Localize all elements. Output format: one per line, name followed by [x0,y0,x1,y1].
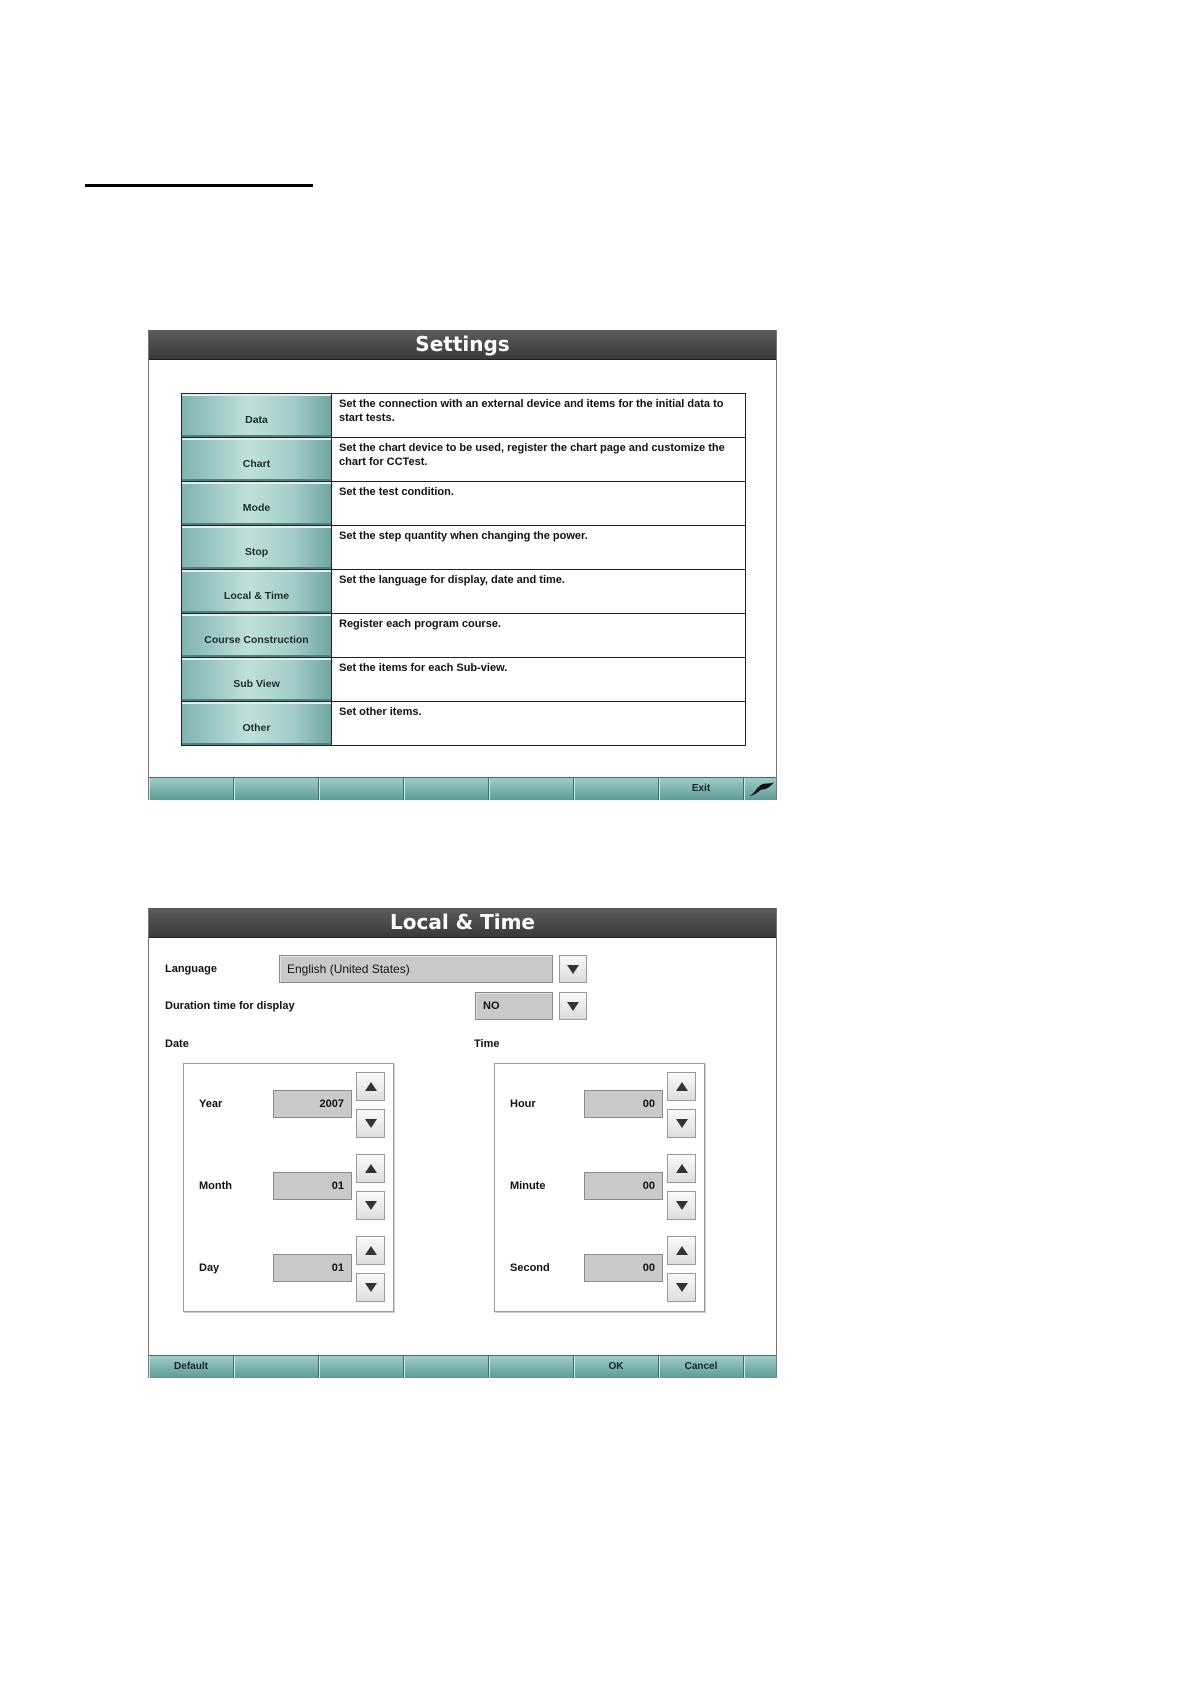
function-key-2[interactable] [234,1356,319,1378]
chart-description: Set the chart device to be used, register the chart page and customize the chart for CCTest. [339,442,725,468]
stop-button[interactable]: Stop [182,526,332,569]
course-construction-description: Register each program course. [339,618,502,630]
year-label: Year [199,1098,223,1110]
other-description: Set other items. [339,706,422,718]
arrow-down-icon [365,1283,377,1292]
data-button[interactable]: Data [182,394,332,437]
function-key-2[interactable] [234,778,319,800]
sub-view-description: Set the items for each Sub-view. [339,662,508,674]
chevron-down-icon [567,965,579,974]
section-underline [85,184,313,187]
day-down-button[interactable] [356,1273,385,1302]
year-down-button[interactable] [356,1109,385,1138]
other-button[interactable]: Other [182,702,332,745]
exit-button[interactable]: Exit [659,778,744,800]
chevron-down-icon [567,1002,579,1011]
course-construction-button[interactable]: Course Construction [182,614,332,657]
arrow-down-icon [365,1201,377,1210]
arrow-down-icon [676,1201,688,1210]
arrow-down-icon [676,1119,688,1128]
function-key-3[interactable] [319,778,404,800]
settings-row-other [182,702,745,745]
settings-bottom-bar [149,777,776,800]
hour-label: Hour [510,1098,536,1110]
function-key-1[interactable] [149,778,234,800]
arrow-up-icon [676,1164,688,1173]
year-field[interactable]: 2007 [273,1090,352,1118]
settings-row-chart [182,438,745,482]
function-key-5[interactable] [489,778,574,800]
hour-up-button[interactable] [667,1072,696,1101]
date-group [183,1063,394,1312]
settings-window [148,330,777,800]
date-label: Date [165,1038,189,1050]
minute-field[interactable]: 00 [584,1172,663,1200]
month-field[interactable]: 01 [273,1172,352,1200]
time-label: Time [474,1038,500,1050]
function-key-8[interactable] [744,1356,780,1378]
settings-table [181,393,746,746]
month-down-button[interactable] [356,1191,385,1220]
arrow-up-icon [365,1082,377,1091]
local-time-description: Set the language for display, date and time. [339,574,565,586]
settings-title: Settings [149,330,776,360]
minute-up-button[interactable] [667,1154,696,1183]
mode-button[interactable]: Mode [182,482,332,525]
arrow-up-icon [676,1082,688,1091]
local-time-button[interactable]: Local & Time [182,570,332,613]
function-key-3[interactable] [319,1356,404,1378]
brand-logo-icon [744,778,780,800]
second-up-button[interactable] [667,1236,696,1265]
cancel-button[interactable]: Cancel [659,1356,744,1378]
month-label: Month [199,1180,232,1192]
local-time-bottom-bar [149,1355,776,1378]
second-field[interactable]: 00 [584,1254,663,1282]
function-key-5[interactable] [489,1356,574,1378]
ok-button[interactable]: OK [574,1356,659,1378]
duration-select[interactable]: NO [475,992,553,1020]
stop-description: Set the step quantity when changing the power. [339,530,588,542]
local-time-window [148,908,777,1378]
settings-row-sub-view [182,658,745,702]
day-label: Day [199,1262,220,1274]
settings-row-mode [182,482,745,526]
day-up-button[interactable] [356,1236,385,1265]
duration-dropdown-button[interactable] [559,992,587,1020]
language-select[interactable]: English (United States) [279,955,553,983]
sub-view-button[interactable]: Sub View [182,658,332,701]
data-description: Set the connection with an external device and items for the initial data to start tests. [339,398,724,424]
arrow-down-icon [365,1119,377,1128]
minute-label: Minute [510,1180,546,1192]
function-key-4[interactable] [404,778,489,800]
arrow-up-icon [676,1246,688,1255]
chart-button[interactable]: Chart [182,438,332,481]
settings-row-local-time [182,570,745,614]
function-key-6[interactable] [574,778,659,800]
year-up-button[interactable] [356,1072,385,1101]
arrow-down-icon [676,1283,688,1292]
function-key-4[interactable] [404,1356,489,1378]
hour-down-button[interactable] [667,1109,696,1138]
minute-down-button[interactable] [667,1191,696,1220]
arrow-up-icon [365,1246,377,1255]
second-down-button[interactable] [667,1273,696,1302]
settings-row-course-construction [182,614,745,658]
duration-label: Duration time for display [165,1000,295,1012]
time-group [494,1063,705,1312]
mode-description: Set the test condition. [339,486,454,498]
settings-row-data [182,394,745,438]
hour-field[interactable]: 00 [584,1090,663,1118]
month-up-button[interactable] [356,1154,385,1183]
day-field[interactable]: 01 [273,1254,352,1282]
local-time-title: Local & Time [149,908,776,938]
language-dropdown-button[interactable] [559,955,587,983]
settings-row-stop [182,526,745,570]
arrow-up-icon [365,1164,377,1173]
default-button[interactable]: Default [149,1356,234,1378]
second-label: Second [510,1262,550,1274]
language-label: Language [165,963,217,975]
